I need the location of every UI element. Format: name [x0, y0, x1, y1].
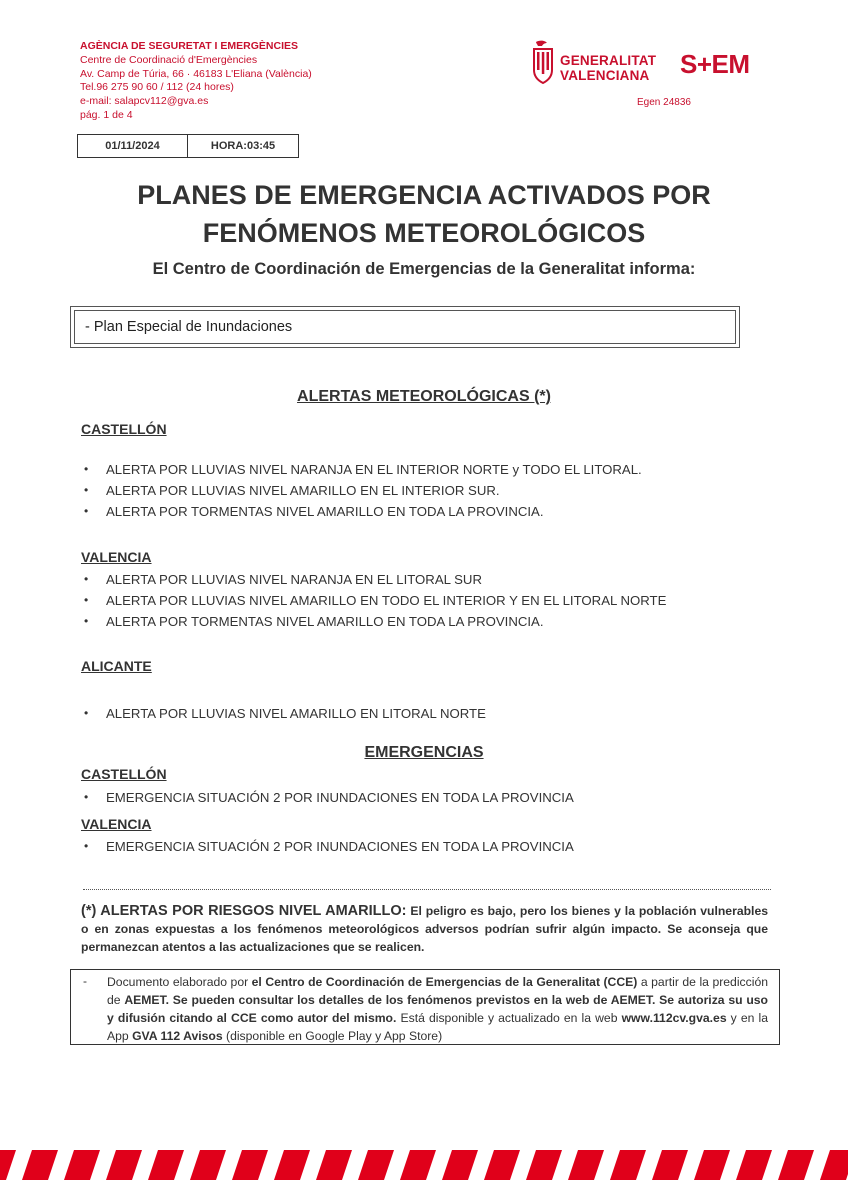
- emergencies-province-valencia: VALENCIA: [81, 816, 152, 832]
- footer-stripe: [148, 1150, 184, 1180]
- footer-stripe: [736, 1150, 772, 1180]
- title-line-1: PLANES DE EMERGENCIA ACTIVADOS POR: [137, 180, 711, 210]
- footer-stripe: [526, 1150, 562, 1180]
- page-subtitle: El Centro de Coordinación de Emergencias de la Generalitat informa:: [152, 260, 696, 278]
- alerts-province-valencia: VALENCIA: [81, 549, 152, 565]
- footer-stripe: [484, 1150, 520, 1180]
- agency-name: AGÈNCIA DE SEGURETAT I EMERGÈNCIES: [80, 40, 298, 52]
- footer-stripe: [568, 1150, 604, 1180]
- footer-stripe: [190, 1150, 226, 1180]
- agency-line-email: e-mail: salapcv112@gva.es: [80, 95, 209, 108]
- yellow-alert-note: [81, 902, 768, 956]
- footer-stripe: [400, 1150, 436, 1180]
- sem-logo: S+EM: [680, 49, 750, 79]
- page-number: pág. 1 de 4: [80, 108, 133, 121]
- document-source-box: [70, 969, 780, 1045]
- footer-stripe: [778, 1150, 814, 1180]
- footer-stripe: [64, 1150, 100, 1180]
- emergencies-heading: EMERGENCIAS: [364, 744, 484, 761]
- agency-info: [80, 40, 312, 123]
- doc-source-text: [107, 973, 768, 1045]
- doc-app-name: GVA 112 Avisos: [132, 1029, 223, 1043]
- list-item: • ALERTA POR LLUVIAS NIVEL AMARILLO EN TODO EL INTERIOR Y EN EL LITORAL NORTE: [82, 590, 666, 611]
- list-item: • ALERTA POR LLUVIAS NIVEL NARANJA EN EL LITORAL SUR: [82, 569, 666, 590]
- footer-stripe: [652, 1150, 688, 1180]
- note-lead: (*) ALERTAS POR RIESGOS NIVEL AMARILLO:: [81, 903, 407, 919]
- footer-stripe: [274, 1150, 310, 1180]
- emergencies-province-castellon: CASTELLÓN: [81, 766, 167, 782]
- footer-stripe: [232, 1150, 268, 1180]
- footer-stripe: [358, 1150, 394, 1180]
- doc-website-link[interactable]: www.112cv.gva.es: [621, 1011, 727, 1025]
- report-date: 01/11/2024: [78, 135, 188, 157]
- agency-line-phone: Tel.96 275 90 60 / 112 (24 hores): [80, 81, 234, 94]
- title-line-2: FENÓMENOS METEOROLÓGICOS: [202, 218, 646, 248]
- doc-aemet-notice: AEMET. Se pueden consultar los detalles de los fenómenos previstos en la web de AEMET. Se autoriza su uso y difusión citando al CCE como autor del mismo.: [107, 993, 768, 1025]
- list-item: • EMERGENCIA SITUACIÓN 2 POR INUNDACIONES EN TODA LA PROVINCIA: [82, 787, 574, 808]
- alerts-heading: ALERTAS METEOROLÓGICAS (*): [297, 388, 551, 405]
- footer-stripe: [442, 1150, 478, 1180]
- footer-stripes: [0, 1150, 848, 1180]
- date-time-box: [77, 134, 299, 158]
- footer-stripe: [610, 1150, 646, 1180]
- doc-cce-name: el Centro de Coordinación de Emergencias de la Generalitat (CCE): [251, 975, 638, 989]
- doc-text-4: y en la App: [107, 1011, 769, 1043]
- generalitat-line1: GENERALITAT: [560, 53, 657, 68]
- divider: [83, 889, 771, 890]
- doc-dash: -: [83, 974, 87, 988]
- list-item: • EMERGENCIA SITUACIÓN 2 POR INUNDACIONES EN TODA LA PROVINCIA: [82, 836, 574, 857]
- alerts-province-alicante: ALICANTE: [81, 658, 152, 674]
- alerts-list-alicante: [82, 703, 486, 724]
- emergencies-list-castellon: [82, 787, 574, 808]
- footer-stripe: [316, 1150, 352, 1180]
- generalitat-logo-text: [560, 53, 656, 83]
- footer-stripe: [820, 1150, 848, 1180]
- alerts-list-castellon: [82, 459, 642, 522]
- generalitat-line2: VALENCIANA: [560, 68, 650, 83]
- generalitat-shield-icon: [530, 40, 556, 84]
- egen-code: Egen 24836: [637, 97, 691, 108]
- active-plan-box: [70, 306, 740, 348]
- page-title: [0, 176, 848, 252]
- emergencies-list-valencia: [82, 836, 574, 857]
- alerts-province-castellon: CASTELLÓN: [81, 421, 167, 437]
- list-item: • ALERTA POR LLUVIAS NIVEL AMARILLO EN LITORAL NORTE: [82, 703, 486, 724]
- list-item: • ALERTA POR TORMENTAS NIVEL AMARILLO EN TODA LA PROVINCIA.: [82, 501, 642, 522]
- report-time: HORA:03:45: [210, 140, 276, 152]
- agency-line-address: Av. Camp de Túria, 66 · 46183 L'Eliana (València): [80, 67, 312, 80]
- doc-text-3: Está disponible y actualizado en la web: [396, 1011, 622, 1025]
- doc-text-5: (disponible en Google Play y App Store): [222, 1029, 443, 1043]
- list-item: • ALERTA POR LLUVIAS NIVEL AMARILLO EN EL INTERIOR SUR.: [82, 480, 642, 501]
- alerts-list-valencia: [82, 569, 666, 632]
- doc-text-2: a partir de la predicción de: [107, 975, 768, 1007]
- logos: [530, 40, 770, 112]
- list-item: • ALERTA POR TORMENTAS NIVEL AMARILLO EN TODA LA PROVINCIA.: [82, 611, 666, 632]
- footer-stripe: [106, 1150, 142, 1180]
- list-item: • ALERTA POR LLUVIAS NIVEL NARANJA EN EL INTERIOR NORTE y TODO EL LITORAL.: [82, 459, 642, 480]
- agency-line-centre: Centre de Coordinació d'Emergències: [80, 53, 258, 66]
- footer-stripe: [0, 1150, 16, 1180]
- footer-stripe: [22, 1150, 58, 1180]
- active-plan: - Plan Especial de Inundaciones: [74, 310, 736, 344]
- footer-stripe: [694, 1150, 730, 1180]
- doc-text-1: Documento elaborado por: [107, 975, 252, 989]
- note-text: El peligro es bajo, pero los bienes y la población vulnerables o en zonas expuestas a los fenómenos meteorológicos adversos podrían sufrir algún impacto. Se aconseja que permanezcan atentos a las actualizaciones que se realicen.: [81, 904, 768, 954]
